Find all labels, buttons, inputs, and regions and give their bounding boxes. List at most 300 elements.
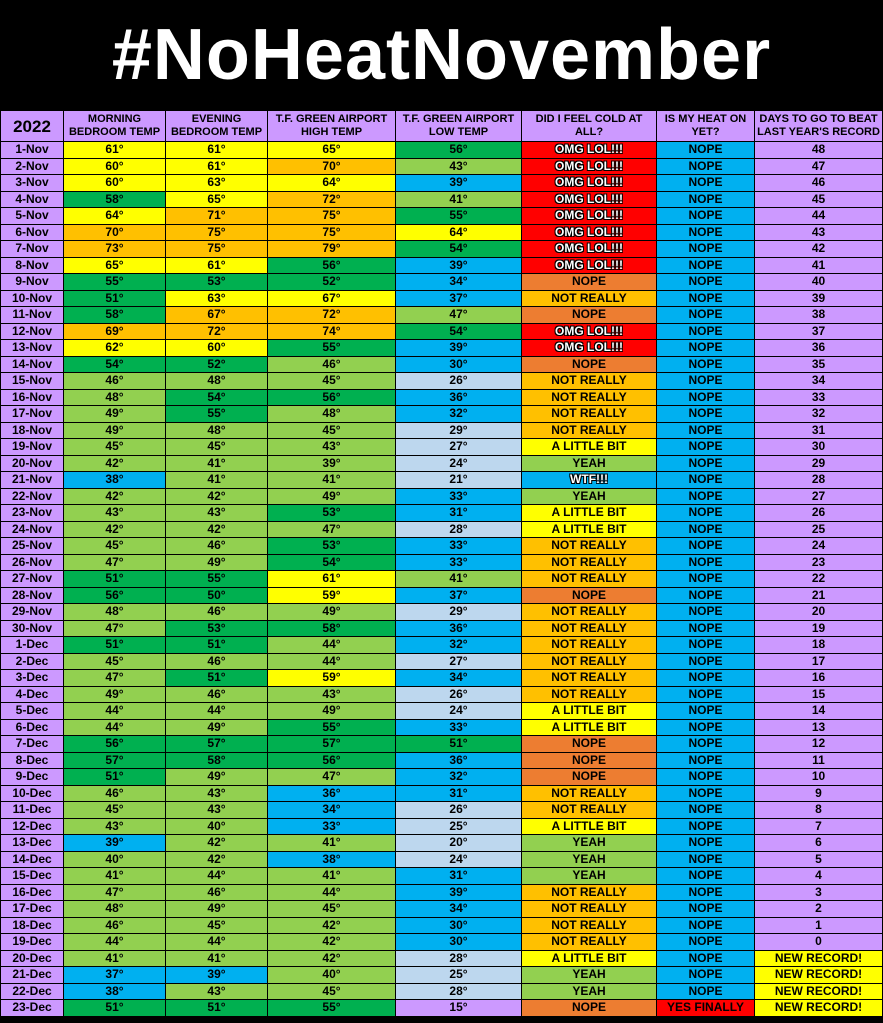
cell-morning-temp: 47° xyxy=(64,884,166,901)
cell-feel-cold: NOT REALLY xyxy=(522,637,657,654)
cell-date: 16-Dec xyxy=(1,884,64,901)
cell-evening-temp: 51° xyxy=(166,1000,268,1017)
table-row xyxy=(1,983,883,1000)
cell-feel-cold: NOT REALLY xyxy=(522,571,657,588)
cell-feel-cold: NOT REALLY xyxy=(522,802,657,819)
cell-evening-temp: 49° xyxy=(166,554,268,571)
cell-high-temp: 47° xyxy=(268,769,396,786)
header-row xyxy=(1,111,883,142)
cell-evening-temp: 51° xyxy=(166,670,268,687)
cell-evening-temp: 53° xyxy=(166,274,268,291)
table-row xyxy=(1,290,883,307)
cell-days-to-go: 9 xyxy=(755,785,883,802)
cell-high-temp: 59° xyxy=(268,587,396,604)
cell-days-to-go: 31 xyxy=(755,422,883,439)
cell-days-to-go: 0 xyxy=(755,934,883,951)
cell-high-temp: 49° xyxy=(268,488,396,505)
cell-high-temp: 56° xyxy=(268,389,396,406)
cell-days-to-go: 45 xyxy=(755,191,883,208)
cell-morning-temp: 69° xyxy=(64,323,166,340)
cell-morning-temp: 62° xyxy=(64,340,166,357)
cell-feel-cold: NOT REALLY xyxy=(522,884,657,901)
cell-days-to-go: 17 xyxy=(755,653,883,670)
cell-date: 21-Nov xyxy=(1,472,64,489)
cell-morning-temp: 43° xyxy=(64,505,166,522)
table-row xyxy=(1,868,883,885)
cell-heat-on: YES FINALLY xyxy=(657,1000,755,1017)
cell-heat-on: NOPE xyxy=(657,868,755,885)
cell-date: 15-Dec xyxy=(1,868,64,885)
cell-heat-on: NOPE xyxy=(657,686,755,703)
cell-morning-temp: 47° xyxy=(64,554,166,571)
cell-high-temp: 72° xyxy=(268,191,396,208)
cell-evening-temp: 71° xyxy=(166,208,268,225)
cell-low-temp: 33° xyxy=(396,488,522,505)
cell-low-temp: 43° xyxy=(396,158,522,175)
cell-date: 11-Nov xyxy=(1,307,64,324)
cell-morning-temp: 61° xyxy=(64,142,166,159)
cell-low-temp: 27° xyxy=(396,439,522,456)
cell-low-temp: 26° xyxy=(396,802,522,819)
cell-morning-temp: 56° xyxy=(64,587,166,604)
cell-evening-temp: 45° xyxy=(166,917,268,934)
cell-days-to-go: NEW RECORD! xyxy=(755,1000,883,1017)
cell-date: 4-Dec xyxy=(1,686,64,703)
cell-heat-on: NOPE xyxy=(657,422,755,439)
cell-heat-on: NOPE xyxy=(657,571,755,588)
cell-days-to-go: 7 xyxy=(755,818,883,835)
cell-days-to-go: 22 xyxy=(755,571,883,588)
cell-feel-cold: NOT REALLY xyxy=(522,389,657,406)
cell-low-temp: 31° xyxy=(396,505,522,522)
cell-low-temp: 54° xyxy=(396,241,522,258)
cell-days-to-go: 42 xyxy=(755,241,883,258)
table-row xyxy=(1,686,883,703)
cell-feel-cold: OMG LOL!!! xyxy=(522,340,657,357)
cell-feel-cold: NOPE xyxy=(522,587,657,604)
cell-evening-temp: 49° xyxy=(166,769,268,786)
table-row xyxy=(1,967,883,984)
cell-low-temp: 51° xyxy=(396,736,522,753)
cell-heat-on: NOPE xyxy=(657,208,755,225)
cell-morning-temp: 58° xyxy=(64,307,166,324)
cell-evening-temp: 43° xyxy=(166,505,268,522)
cell-days-to-go: 4 xyxy=(755,868,883,885)
cell-feel-cold: OMG LOL!!! xyxy=(522,175,657,192)
cell-date: 21-Dec xyxy=(1,967,64,984)
cell-low-temp: 25° xyxy=(396,818,522,835)
cell-low-temp: 37° xyxy=(396,290,522,307)
table-row xyxy=(1,340,883,357)
cell-days-to-go: 40 xyxy=(755,274,883,291)
cell-heat-on: NOPE xyxy=(657,488,755,505)
header-year: 2022 xyxy=(1,111,64,142)
header-heat-on: IS MY HEAT ON YET? xyxy=(657,111,755,142)
cell-date: 20-Nov xyxy=(1,455,64,472)
cell-days-to-go: 1 xyxy=(755,917,883,934)
cell-days-to-go: 33 xyxy=(755,389,883,406)
cell-morning-temp: 51° xyxy=(64,769,166,786)
table-row xyxy=(1,934,883,951)
cell-evening-temp: 60° xyxy=(166,340,268,357)
cell-heat-on: NOPE xyxy=(657,884,755,901)
cell-morning-temp: 44° xyxy=(64,934,166,951)
cell-morning-temp: 37° xyxy=(64,967,166,984)
cell-morning-temp: 41° xyxy=(64,868,166,885)
cell-feel-cold: NOPE xyxy=(522,274,657,291)
cell-high-temp: 72° xyxy=(268,307,396,324)
cell-low-temp: 39° xyxy=(396,340,522,357)
cell-high-temp: 38° xyxy=(268,851,396,868)
cell-evening-temp: 44° xyxy=(166,868,268,885)
cell-low-temp: 28° xyxy=(396,983,522,1000)
cell-high-temp: 61° xyxy=(268,571,396,588)
cell-evening-temp: 43° xyxy=(166,802,268,819)
cell-days-to-go: 29 xyxy=(755,455,883,472)
cell-high-temp: 75° xyxy=(268,224,396,241)
cell-low-temp: 34° xyxy=(396,670,522,687)
cell-feel-cold: OMG LOL!!! xyxy=(522,208,657,225)
cell-morning-temp: 46° xyxy=(64,785,166,802)
cell-morning-temp: 41° xyxy=(64,950,166,967)
cell-date: 2-Nov xyxy=(1,158,64,175)
cell-high-temp: 53° xyxy=(268,538,396,555)
table-row xyxy=(1,835,883,852)
table-row xyxy=(1,521,883,538)
cell-evening-temp: 42° xyxy=(166,521,268,538)
cell-evening-temp: 58° xyxy=(166,752,268,769)
cell-days-to-go: 47 xyxy=(755,158,883,175)
cell-heat-on: NOPE xyxy=(657,670,755,687)
cell-feel-cold: NOT REALLY xyxy=(522,554,657,571)
cell-morning-temp: 47° xyxy=(64,620,166,637)
cell-days-to-go: 6 xyxy=(755,835,883,852)
cell-low-temp: 25° xyxy=(396,967,522,984)
temperature-table xyxy=(0,110,883,1017)
cell-high-temp: 42° xyxy=(268,950,396,967)
cell-high-temp: 64° xyxy=(268,175,396,192)
cell-feel-cold: WTF!!! xyxy=(522,472,657,489)
cell-days-to-go: 2 xyxy=(755,901,883,918)
cell-evening-temp: 43° xyxy=(166,983,268,1000)
cell-evening-temp: 46° xyxy=(166,653,268,670)
cell-feel-cold: NOT REALLY xyxy=(522,785,657,802)
cell-high-temp: 42° xyxy=(268,917,396,934)
cell-days-to-go: 35 xyxy=(755,356,883,373)
cell-feel-cold: NOPE xyxy=(522,356,657,373)
cell-date: 13-Nov xyxy=(1,340,64,357)
table-body xyxy=(1,142,883,1017)
cell-heat-on: NOPE xyxy=(657,967,755,984)
cell-days-to-go: 16 xyxy=(755,670,883,687)
table-row xyxy=(1,901,883,918)
cell-evening-temp: 45° xyxy=(166,439,268,456)
cell-high-temp: 59° xyxy=(268,670,396,687)
cell-evening-temp: 61° xyxy=(166,142,268,159)
cell-heat-on: NOPE xyxy=(657,752,755,769)
cell-feel-cold: OMG LOL!!! xyxy=(522,257,657,274)
cell-morning-temp: 48° xyxy=(64,604,166,621)
cell-feel-cold: NOT REALLY xyxy=(522,670,657,687)
cell-evening-temp: 61° xyxy=(166,158,268,175)
table-row xyxy=(1,257,883,274)
cell-low-temp: 24° xyxy=(396,851,522,868)
cell-date: 12-Nov xyxy=(1,323,64,340)
table-row xyxy=(1,472,883,489)
cell-morning-temp: 44° xyxy=(64,703,166,720)
cell-heat-on: NOPE xyxy=(657,901,755,918)
cell-morning-temp: 42° xyxy=(64,488,166,505)
cell-days-to-go: 15 xyxy=(755,686,883,703)
cell-date: 19-Nov xyxy=(1,439,64,456)
cell-low-temp: 54° xyxy=(396,323,522,340)
cell-evening-temp: 63° xyxy=(166,290,268,307)
cell-morning-temp: 51° xyxy=(64,571,166,588)
cell-heat-on: NOPE xyxy=(657,406,755,423)
table-row xyxy=(1,191,883,208)
header-morning-temp: MORNING BEDROOM TEMP xyxy=(64,111,166,142)
cell-days-to-go: 30 xyxy=(755,439,883,456)
cell-high-temp: 43° xyxy=(268,686,396,703)
cell-low-temp: 34° xyxy=(396,274,522,291)
header-evening-temp: EVENING BEDROOM TEMP xyxy=(166,111,268,142)
cell-feel-cold: NOT REALLY xyxy=(522,917,657,934)
cell-feel-cold: OMG LOL!!! xyxy=(522,323,657,340)
table-row xyxy=(1,554,883,571)
cell-evening-temp: 41° xyxy=(166,950,268,967)
cell-morning-temp: 46° xyxy=(64,917,166,934)
table-row xyxy=(1,208,883,225)
table-row xyxy=(1,752,883,769)
cell-date: 1-Dec xyxy=(1,637,64,654)
cell-evening-temp: 46° xyxy=(166,686,268,703)
cell-evening-temp: 41° xyxy=(166,472,268,489)
cell-morning-temp: 51° xyxy=(64,637,166,654)
cell-heat-on: NOPE xyxy=(657,719,755,736)
cell-date: 29-Nov xyxy=(1,604,64,621)
cell-date: 26-Nov xyxy=(1,554,64,571)
cell-feel-cold: YEAH xyxy=(522,868,657,885)
cell-feel-cold: NOT REALLY xyxy=(522,422,657,439)
cell-evening-temp: 48° xyxy=(166,422,268,439)
cell-date: 8-Nov xyxy=(1,257,64,274)
cell-days-to-go: 32 xyxy=(755,406,883,423)
cell-days-to-go: 24 xyxy=(755,538,883,555)
cell-feel-cold: NOPE xyxy=(522,307,657,324)
cell-high-temp: 45° xyxy=(268,901,396,918)
cell-morning-temp: 44° xyxy=(64,719,166,736)
cell-feel-cold: OMG LOL!!! xyxy=(522,142,657,159)
cell-morning-temp: 57° xyxy=(64,752,166,769)
cell-date: 1-Nov xyxy=(1,142,64,159)
table-row xyxy=(1,653,883,670)
table-row xyxy=(1,175,883,192)
cell-morning-temp: 49° xyxy=(64,406,166,423)
cell-date: 9-Nov xyxy=(1,274,64,291)
cell-heat-on: NOPE xyxy=(657,439,755,456)
table-row xyxy=(1,389,883,406)
cell-high-temp: 67° xyxy=(268,290,396,307)
cell-morning-temp: 60° xyxy=(64,175,166,192)
cell-feel-cold: A LITTLE BIT xyxy=(522,521,657,538)
cell-morning-temp: 43° xyxy=(64,818,166,835)
cell-feel-cold: NOT REALLY xyxy=(522,620,657,637)
cell-date: 11-Dec xyxy=(1,802,64,819)
cell-morning-temp: 58° xyxy=(64,191,166,208)
cell-high-temp: 48° xyxy=(268,406,396,423)
cell-high-temp: 56° xyxy=(268,752,396,769)
cell-feel-cold: A LITTLE BIT xyxy=(522,703,657,720)
header-low-temp: T.F. GREEN AIRPORT LOW TEMP xyxy=(396,111,522,142)
cell-heat-on: NOPE xyxy=(657,323,755,340)
cell-date: 15-Nov xyxy=(1,373,64,390)
cell-evening-temp: 65° xyxy=(166,191,268,208)
cell-days-to-go: 3 xyxy=(755,884,883,901)
cell-heat-on: NOPE xyxy=(657,356,755,373)
table-row xyxy=(1,241,883,258)
cell-days-to-go: 5 xyxy=(755,851,883,868)
cell-high-temp: 41° xyxy=(268,835,396,852)
cell-high-temp: 44° xyxy=(268,653,396,670)
cell-days-to-go: 36 xyxy=(755,340,883,357)
cell-heat-on: NOPE xyxy=(657,917,755,934)
cell-heat-on: NOPE xyxy=(657,158,755,175)
cell-feel-cold: NOT REALLY xyxy=(522,686,657,703)
cell-date: 24-Nov xyxy=(1,521,64,538)
cell-date: 7-Dec xyxy=(1,736,64,753)
cell-evening-temp: 55° xyxy=(166,406,268,423)
cell-feel-cold: NOT REALLY xyxy=(522,604,657,621)
cell-evening-temp: 53° xyxy=(166,620,268,637)
cell-heat-on: NOPE xyxy=(657,142,755,159)
cell-morning-temp: 48° xyxy=(64,389,166,406)
cell-days-to-go: 43 xyxy=(755,224,883,241)
cell-feel-cold: NOT REALLY xyxy=(522,934,657,951)
cell-feel-cold: NOPE xyxy=(522,769,657,786)
cell-heat-on: NOPE xyxy=(657,818,755,835)
cell-high-temp: 33° xyxy=(268,818,396,835)
cell-heat-on: NOPE xyxy=(657,472,755,489)
cell-heat-on: NOPE xyxy=(657,736,755,753)
cell-low-temp: 36° xyxy=(396,389,522,406)
cell-high-temp: 58° xyxy=(268,620,396,637)
cell-low-temp: 41° xyxy=(396,571,522,588)
cell-feel-cold: A LITTLE BIT xyxy=(522,818,657,835)
cell-heat-on: NOPE xyxy=(657,769,755,786)
cell-feel-cold: A LITTLE BIT xyxy=(522,505,657,522)
cell-low-temp: 33° xyxy=(396,719,522,736)
cell-low-temp: 34° xyxy=(396,901,522,918)
table-row xyxy=(1,950,883,967)
cell-heat-on: NOPE xyxy=(657,554,755,571)
cell-heat-on: NOPE xyxy=(657,224,755,241)
cell-high-temp: 45° xyxy=(268,422,396,439)
cell-morning-temp: 38° xyxy=(64,472,166,489)
table-row xyxy=(1,884,883,901)
cell-high-temp: 45° xyxy=(268,373,396,390)
table-row xyxy=(1,604,883,621)
cell-days-to-go: 19 xyxy=(755,620,883,637)
cell-low-temp: 64° xyxy=(396,224,522,241)
cell-low-temp: 32° xyxy=(396,406,522,423)
cell-morning-temp: 42° xyxy=(64,521,166,538)
table-row xyxy=(1,637,883,654)
cell-evening-temp: 49° xyxy=(166,901,268,918)
cell-date: 20-Dec xyxy=(1,950,64,967)
table-row xyxy=(1,488,883,505)
cell-date: 6-Dec xyxy=(1,719,64,736)
table-row xyxy=(1,307,883,324)
cell-low-temp: 26° xyxy=(396,373,522,390)
cell-low-temp: 41° xyxy=(396,191,522,208)
cell-morning-temp: 45° xyxy=(64,439,166,456)
header-days-to-go: DAYS TO GO TO BEAT LAST YEAR'S RECORD xyxy=(755,111,883,142)
cell-high-temp: 55° xyxy=(268,340,396,357)
cell-evening-temp: 44° xyxy=(166,934,268,951)
cell-feel-cold: YEAH xyxy=(522,835,657,852)
cell-days-to-go: NEW RECORD! xyxy=(755,967,883,984)
cell-morning-temp: 42° xyxy=(64,455,166,472)
cell-date: 25-Nov xyxy=(1,538,64,555)
cell-low-temp: 33° xyxy=(396,554,522,571)
cell-heat-on: NOPE xyxy=(657,191,755,208)
cell-low-temp: 37° xyxy=(396,587,522,604)
cell-morning-temp: 54° xyxy=(64,356,166,373)
cell-heat-on: NOPE xyxy=(657,637,755,654)
cell-evening-temp: 42° xyxy=(166,488,268,505)
table-row xyxy=(1,224,883,241)
cell-morning-temp: 39° xyxy=(64,835,166,852)
table-row xyxy=(1,620,883,637)
cell-days-to-go: NEW RECORD! xyxy=(755,983,883,1000)
cell-days-to-go: 11 xyxy=(755,752,883,769)
cell-evening-temp: 40° xyxy=(166,818,268,835)
cell-heat-on: NOPE xyxy=(657,241,755,258)
cell-heat-on: NOPE xyxy=(657,587,755,604)
cell-morning-temp: 55° xyxy=(64,274,166,291)
cell-days-to-go: 10 xyxy=(755,769,883,786)
cell-date: 18-Dec xyxy=(1,917,64,934)
cell-days-to-go: 44 xyxy=(755,208,883,225)
cell-feel-cold: NOPE xyxy=(522,1000,657,1017)
cell-feel-cold: OMG LOL!!! xyxy=(522,241,657,258)
cell-heat-on: NOPE xyxy=(657,950,755,967)
cell-heat-on: NOPE xyxy=(657,505,755,522)
cell-evening-temp: 52° xyxy=(166,356,268,373)
table-row xyxy=(1,785,883,802)
cell-heat-on: NOPE xyxy=(657,521,755,538)
cell-date: 3-Nov xyxy=(1,175,64,192)
cell-low-temp: 39° xyxy=(396,257,522,274)
cell-evening-temp: 46° xyxy=(166,604,268,621)
page-title: #NoHeatNovember xyxy=(0,0,883,110)
cell-morning-temp: 51° xyxy=(64,1000,166,1017)
cell-days-to-go: 41 xyxy=(755,257,883,274)
cell-low-temp: 24° xyxy=(396,455,522,472)
cell-high-temp: 45° xyxy=(268,983,396,1000)
table-row xyxy=(1,703,883,720)
cell-days-to-go: 14 xyxy=(755,703,883,720)
cell-evening-temp: 55° xyxy=(166,571,268,588)
cell-feel-cold: NOT REALLY xyxy=(522,653,657,670)
cell-feel-cold: YEAH xyxy=(522,967,657,984)
cell-low-temp: 30° xyxy=(396,934,522,951)
cell-low-temp: 32° xyxy=(396,769,522,786)
cell-days-to-go: 48 xyxy=(755,142,883,159)
cell-days-to-go: 38 xyxy=(755,307,883,324)
table-row xyxy=(1,406,883,423)
cell-date: 8-Dec xyxy=(1,752,64,769)
